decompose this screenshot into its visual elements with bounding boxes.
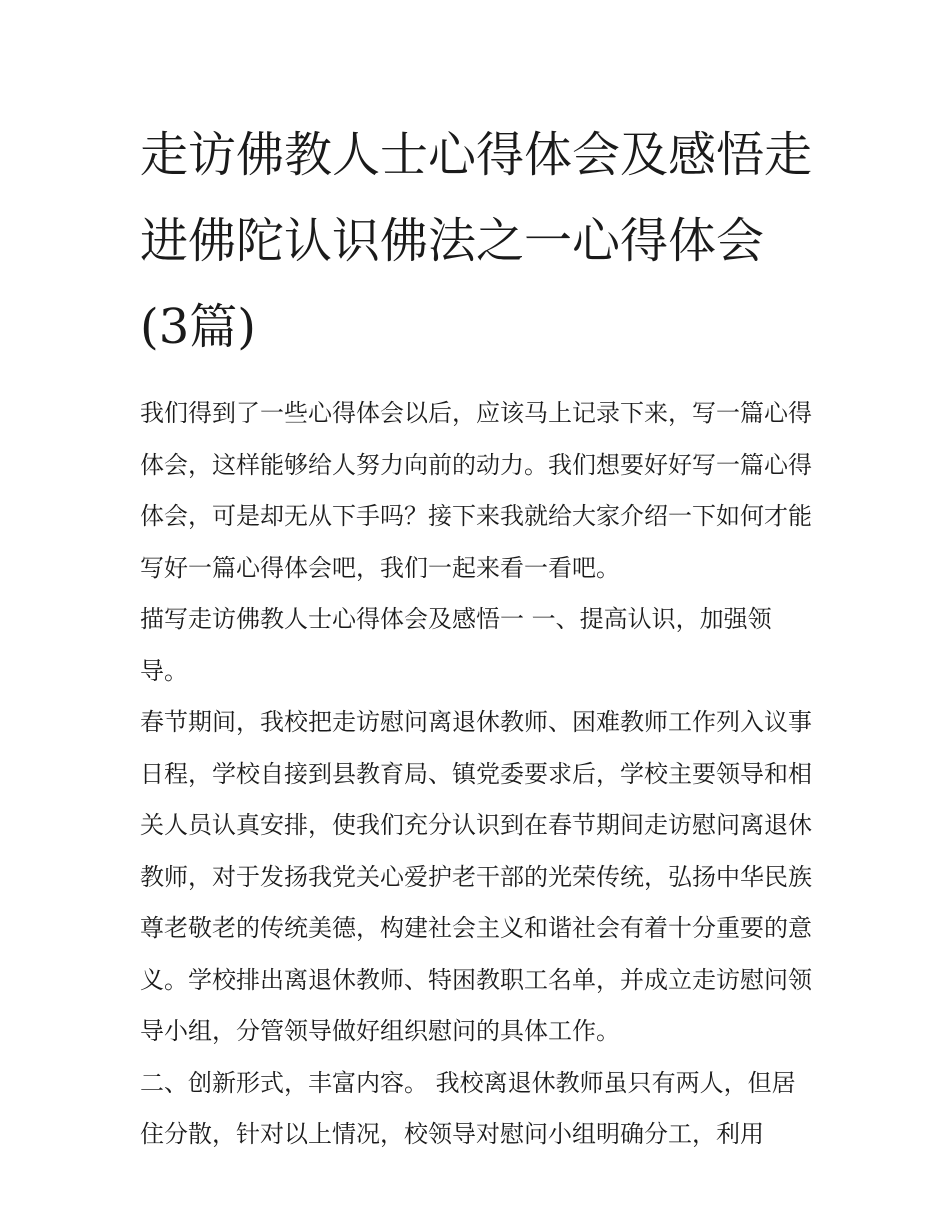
paragraph-intro: 我们得到了一些心得体会以后，应该马上记录下来，写一篇心得体会，这样能够给人努力向前的动力。我们想要好好写一篇心得体会，可是却无从下手吗？接下来我就给大家介绍一下如何才能写好一篇心得体会吧，我们一起来看一看吧。 [140,399,812,582]
document-title: 走访佛教人士心得体会及感悟走进佛陀认识佛法之一心得体会(3篇) [140,127,813,355]
paragraph-spring-festival: 春节期间，我校把走访慰问离退休教师、困难教师工作列入议事日程，学校自接到县教育局、镇党委要求后，学校主要领导和相关人员认真安排，使我们充分认识到在春节期间走访慰问离退休教师，对于发扬我党关心爱护老干部的光荣传统，弘扬中华民族尊老敬老的传统美德，构建社会主义和谐社会有着十分重要的意义。学校排出离退休教师、特困教职工名单，并成立走访慰问领导小组，分管领导做好组织慰问的具体工作。 [140,708,812,1045]
document-body [140,112,812,1161]
paragraph-section-one-heading: 描写走访佛教人士心得体会及感悟一 一、提高认识，加强领导。 [140,605,772,685]
paragraph-section-two: 二、创新形式，丰富内容。 我校离退休教师虽只有两人，但居住分散，针对以上情况，校领导对慰问小组明确分工，利用 [140,1068,796,1148]
